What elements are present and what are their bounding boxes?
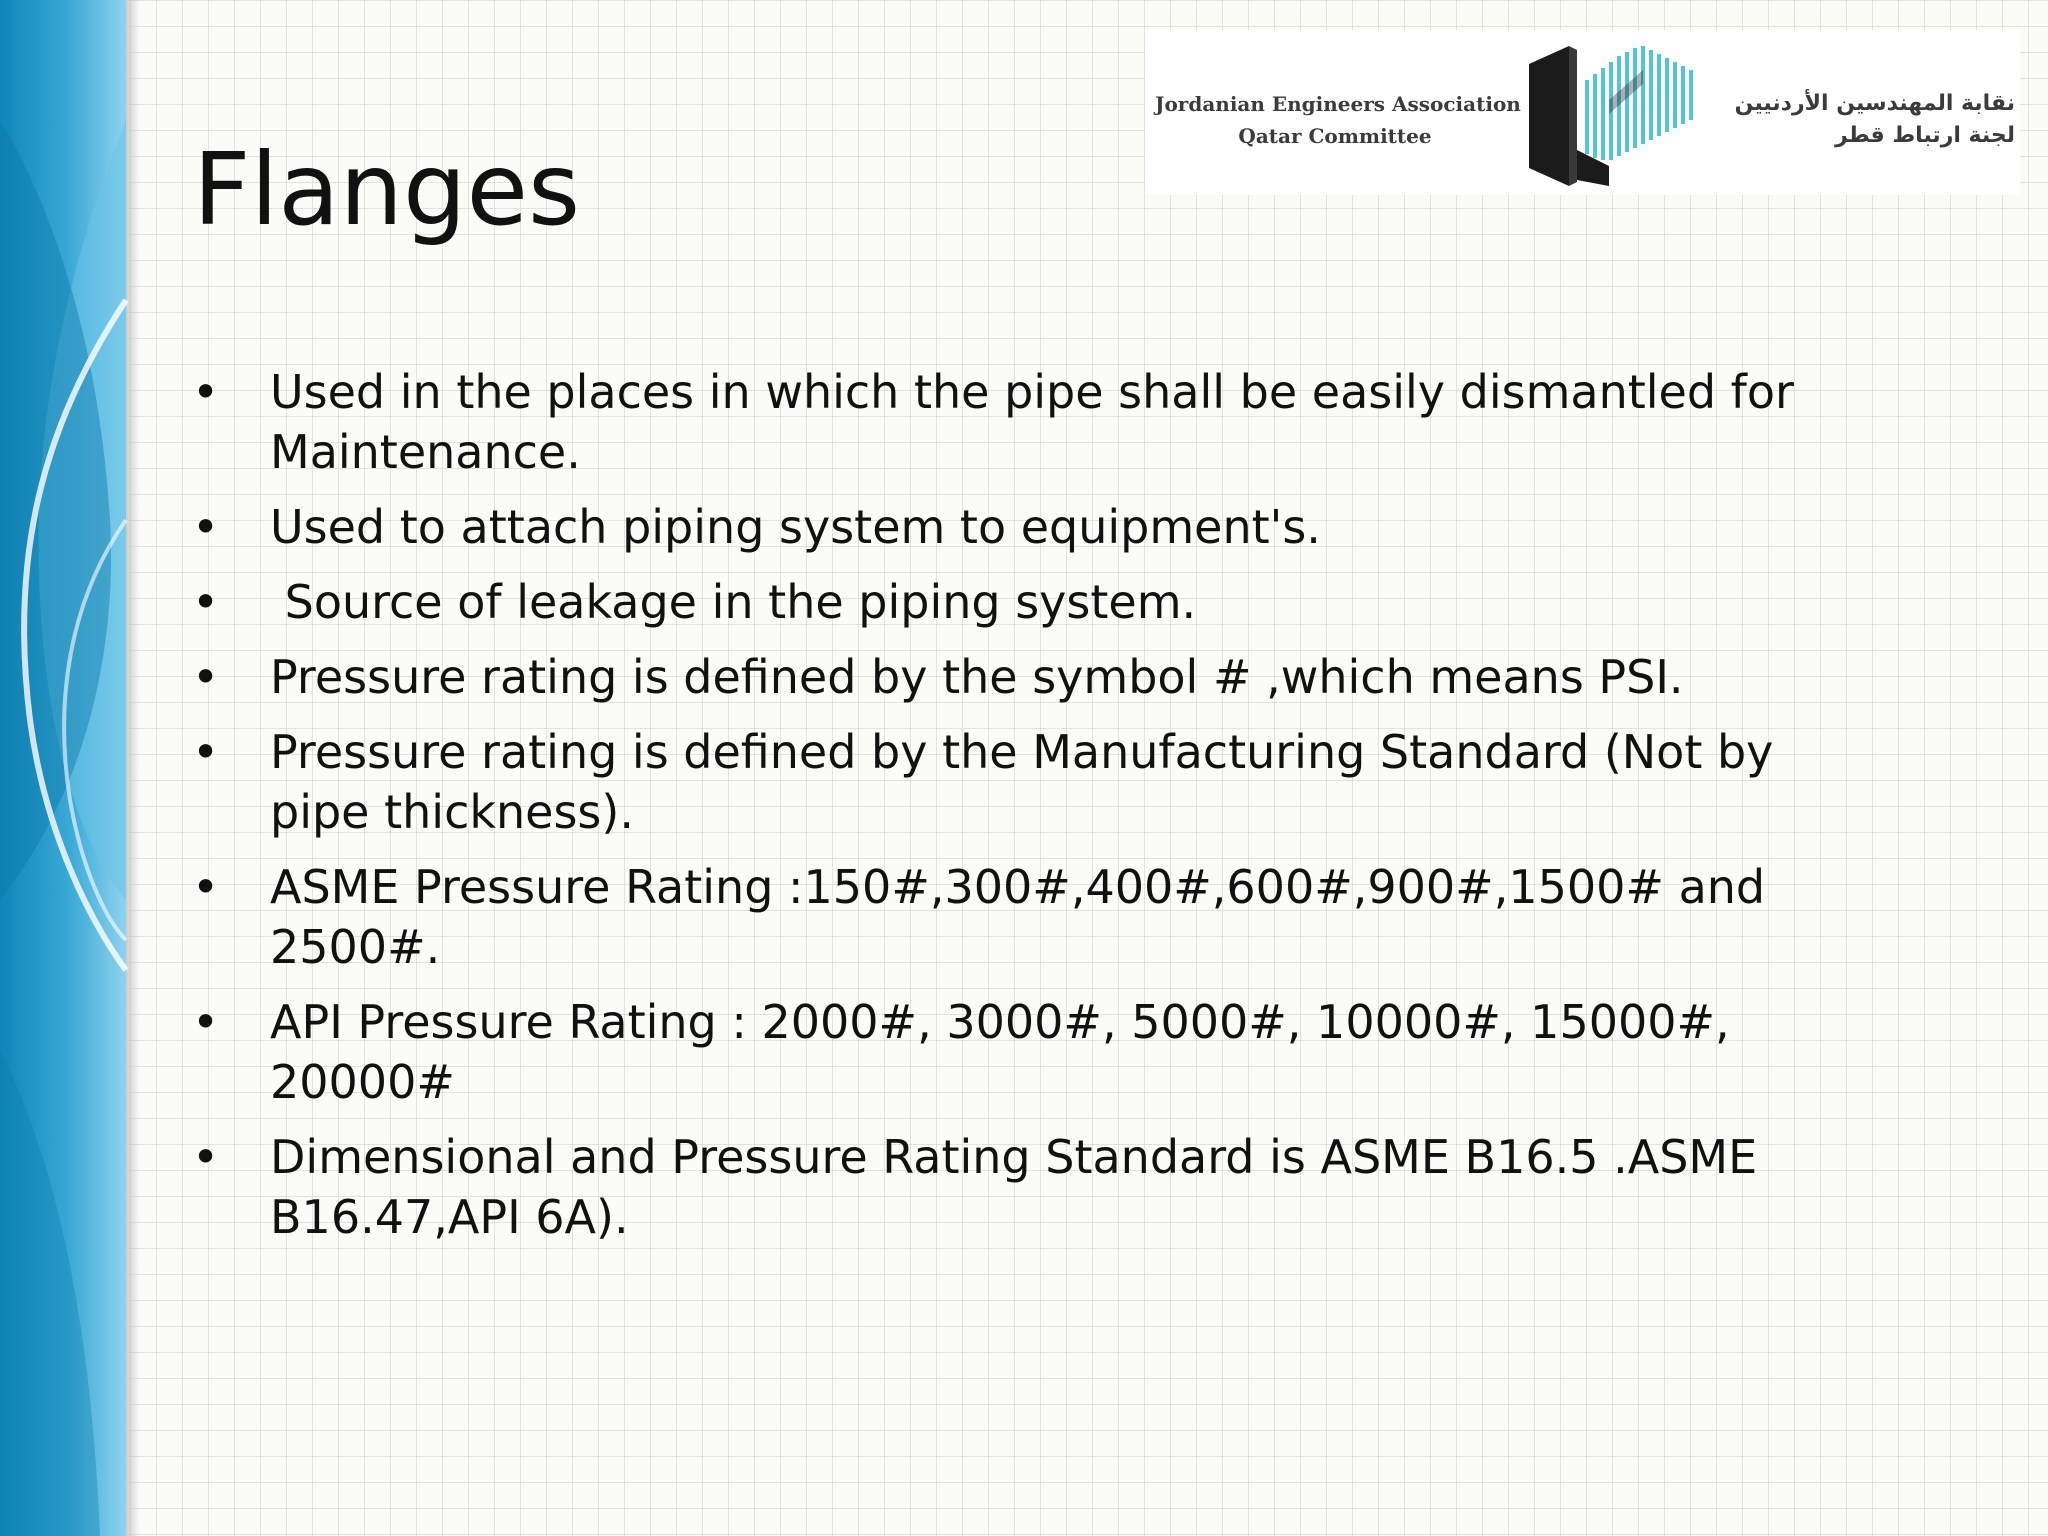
bullet-item bbox=[190, 647, 1970, 707]
bullet-dot-icon: • bbox=[192, 860, 220, 914]
logo-arabic-text bbox=[1685, 88, 2015, 152]
bullet-item bbox=[190, 992, 1970, 1112]
bullet-dot-icon: • bbox=[192, 1130, 220, 1184]
logo-english-text bbox=[1155, 88, 1521, 152]
bullet-dot-icon: • bbox=[192, 650, 220, 704]
association-logo bbox=[1145, 30, 2020, 195]
bullet-dot-icon: • bbox=[192, 500, 220, 554]
bullet-dot-icon: • bbox=[192, 995, 220, 1049]
bullet-dot-icon: • bbox=[192, 365, 220, 419]
bullet-text: Dimensional and Pressure Rating Standard is ASME B16.5 .ASME B16.47,API 6A). bbox=[270, 1130, 1758, 1244]
bullet-text: Source of leakage in the piping system. bbox=[270, 575, 1197, 629]
logo-emblem-icon bbox=[1513, 40, 1713, 190]
decorative-side-band bbox=[0, 0, 140, 1536]
bullet-text: Used in the places in which the pipe shall be easily dismantled for Maintenance. bbox=[270, 365, 1794, 479]
bullet-item bbox=[190, 497, 1970, 557]
bullet-item bbox=[190, 722, 1970, 842]
bullet-item bbox=[190, 362, 1970, 482]
bullet-text: Pressure rating is defined by the symbol # ,which means PSI. bbox=[270, 650, 1684, 704]
logo-arabic-line-2: لجنة ارتباط قطر bbox=[1835, 123, 2015, 148]
bullet-item bbox=[190, 572, 1970, 632]
logo-arabic-line-1: نقابة المهندسين الأردنيين bbox=[1734, 91, 2015, 116]
bullet-dot-icon: • bbox=[192, 725, 220, 779]
bullet-item bbox=[190, 1127, 1970, 1247]
bullet-text: Used to attach piping system to equipment's. bbox=[270, 500, 1321, 554]
slide-title: Flanges bbox=[193, 131, 581, 248]
side-band-swoosh-icon bbox=[0, 0, 140, 1536]
logo-english-line-2: Qatar Committee bbox=[1238, 124, 1432, 148]
logo-english-line-1: Jordanian Engineers Association bbox=[1155, 92, 1521, 116]
bullet-list bbox=[190, 362, 1970, 1262]
bullet-text: Pressure rating is defined by the Manufacturing Standard (Not by pipe thickness). bbox=[270, 725, 1774, 839]
bullet-text: API Pressure Rating : 2000#, 3000#, 5000#, 10000#, 15000#, 20000# bbox=[270, 995, 1730, 1109]
bullet-item bbox=[190, 857, 1970, 977]
bullet-dot-icon: • bbox=[192, 575, 220, 629]
bullet-text: ASME Pressure Rating :150#,300#,400#,600#,900#,1500# and 2500#. bbox=[270, 860, 1766, 974]
